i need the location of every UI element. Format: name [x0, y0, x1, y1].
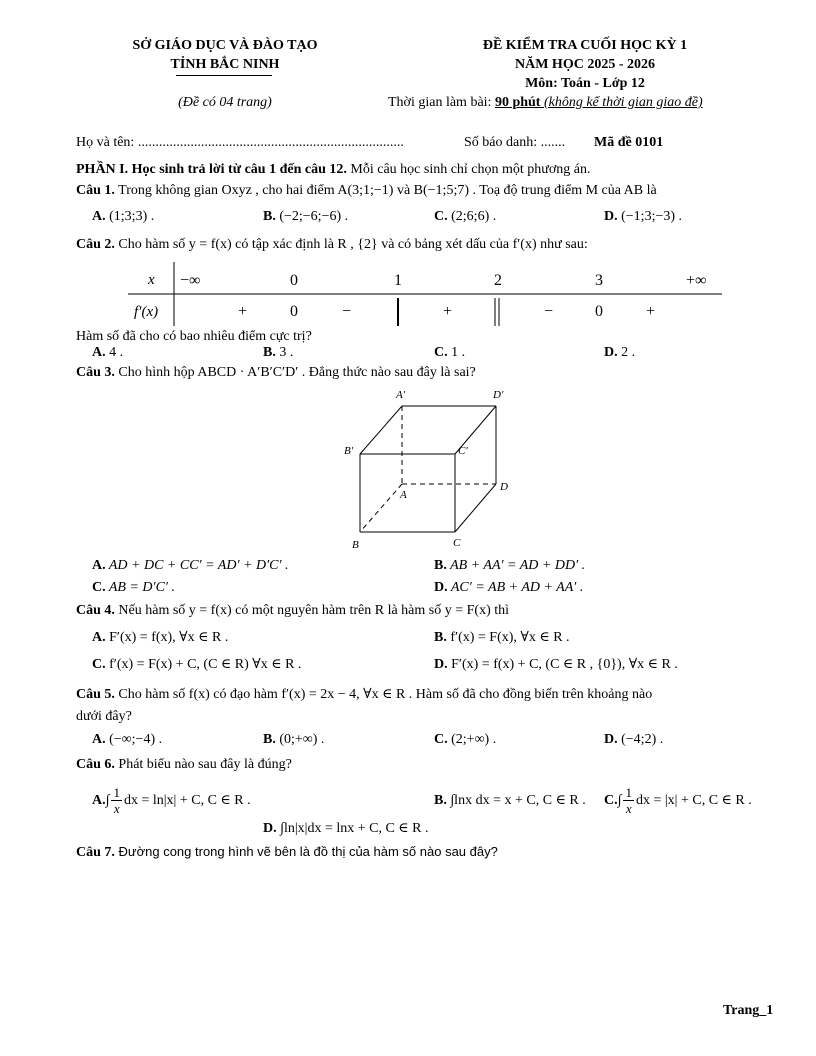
q6-text: Phát biểu nào sau đây là đúng? — [114, 757, 292, 772]
x-val-3: 3 — [595, 272, 603, 289]
q2-option-b[interactable]: B. 3 . — [263, 345, 294, 360]
q6-a-fraction: 1 x — [113, 785, 120, 816]
label-c1: C′ — [458, 445, 468, 457]
q6-option-c[interactable]: C. ∫ 1 x dx = |x| + C, C ∈ R . — [604, 785, 752, 816]
q5-option-a[interactable]: A. (−∞;−4) . — [92, 732, 163, 747]
q1-option-a[interactable]: A. (1;3;3) . — [92, 209, 155, 224]
part1-heading — [76, 162, 591, 178]
q7-stem — [76, 844, 498, 861]
q4-stem — [76, 603, 509, 619]
time-prefix: Thời gian làm bài: — [388, 95, 495, 110]
label-a1: A′ — [396, 389, 406, 401]
sign-zero-1: 0 — [290, 303, 298, 320]
parallelepiped-figure — [330, 384, 530, 554]
sign-2: − — [342, 303, 352, 320]
school-year: NĂM HỌC 2025 - 2026 — [515, 57, 655, 72]
sign-zero-2: 0 — [595, 303, 603, 320]
x-val-pos-inf: +∞ — [686, 272, 707, 289]
q5-option-b[interactable]: B. (0;+∞) . — [263, 732, 325, 747]
part1-title: PHẦN I. Học sinh trả lời từ câu 1 đến câu 12. — [76, 162, 347, 177]
header-divider — [176, 75, 272, 76]
subject: Môn: Toán - Lớp 12 — [525, 76, 645, 91]
edge-c-d — [455, 484, 496, 532]
q5-stem — [76, 686, 652, 703]
time-line — [388, 95, 703, 111]
q6-stem — [76, 757, 292, 773]
page-number: Trang_1 — [723, 1003, 774, 1018]
q5-stem-line2: dưới đây? — [76, 709, 132, 724]
fprime-label: f′(x) — [134, 304, 159, 320]
x-val-neg-inf: −∞ — [180, 272, 201, 289]
q4-option-c[interactable]: C. f′(x) = F(x) + C, (C ∈ R) ∀x ∈ R . — [92, 657, 302, 672]
q1-option-c[interactable]: C. (2;6;6) . — [434, 209, 497, 224]
q4-option-a[interactable]: A. F′(x) = f(x), ∀x ∈ R . — [92, 630, 229, 645]
q4-number: Câu 4. — [76, 603, 115, 618]
sign-4: − — [544, 303, 554, 320]
q4-option-d[interactable]: D. F′(x) = f(x) + C, (C ∈ R , {0}), ∀x ∈ R . — [434, 657, 678, 672]
label-c: C — [453, 537, 461, 549]
dept-line2: TỈNH BẮC NINH — [170, 57, 280, 72]
sign-3: + — [443, 303, 453, 320]
q2-option-d[interactable]: D. 2 . — [604, 345, 636, 360]
q7-text: Đường cong trong hình vẽ bên là đồ thị của hàm số nào sau đây? — [114, 844, 498, 859]
q5-text: Cho hàm số f(x) có đạo hàm f′(x) = 2x − 4, ∀x ∈ R . Hàm số đã cho đồng biến trên khoảng nào — [114, 687, 653, 702]
sign-5: + — [646, 303, 656, 320]
q1-number: Câu 1. — [76, 183, 115, 198]
dept-line1: SỞ GIÁO DỤC VÀ ĐÀO TẠO — [132, 38, 318, 53]
q1-stem — [76, 183, 657, 199]
exam-code: Mã đề 0101 — [594, 135, 664, 150]
q6-option-d[interactable]: D. ∫ln|x|dx = lnx + C, C ∈ R . — [263, 821, 429, 836]
label-a: A — [400, 489, 407, 501]
time-suffix: (không kể thời gian giao đề) — [540, 95, 703, 110]
q3-number: Câu 3. — [76, 365, 115, 380]
q6-option-a[interactable]: A. ∫ 1 x dx = ln|x| + C, C ∈ R . — [92, 785, 251, 816]
q2-option-c[interactable]: C. 1 . — [434, 345, 466, 360]
q5-option-d[interactable]: D. (−4;2) . — [604, 732, 664, 747]
q5-number: Câu 5. — [76, 687, 115, 702]
label-d: D — [500, 481, 508, 493]
edge-a-b — [360, 484, 402, 532]
q1-option-d[interactable]: D. (−1;3;−3) . — [604, 209, 683, 224]
x-val-2: 2 — [494, 272, 502, 289]
q2-text: Cho hàm số y = f(x) có tập xác định là R , {2} và có bảng xét dấu của f′(x) như sau: — [114, 237, 588, 252]
q4-text: Nếu hàm số y = f(x) có một nguyên hàm trên R là hàm số y = F(x) thì — [114, 603, 510, 618]
name-field: Họ và tên: ............................................................................ — [76, 135, 404, 150]
q7-number: Câu 7. — [76, 845, 115, 860]
q1-option-b[interactable]: B. (−2;−6;−6) . — [263, 209, 349, 224]
q3-option-d[interactable]: D. AC′ = AB + AD + AA′ . — [434, 580, 584, 595]
label-b: B — [352, 539, 359, 551]
id-field: Số báo danh: ....... — [464, 135, 566, 150]
x-val-0: 0 — [290, 272, 298, 289]
sign-table — [128, 262, 724, 326]
sign-1: + — [238, 303, 248, 320]
q3-text: Cho hình hộp ABCD · A′B′C′D′ . Đẳng thức nào sau đây là sai? — [114, 365, 476, 380]
q5-option-c[interactable]: C. (2;+∞) . — [434, 732, 497, 747]
q3-stem — [76, 365, 476, 381]
edge-b1-a1 — [360, 406, 402, 454]
part1-note: Mỗi câu học sinh chỉ chọn một phương án. — [346, 162, 591, 177]
label-d1: D′ — [493, 389, 504, 401]
q6-number: Câu 6. — [76, 757, 115, 772]
q4-option-b[interactable]: B. f′(x) = F(x), ∀x ∈ R . — [434, 630, 570, 645]
q2-option-a[interactable]: A. 4 . — [92, 345, 124, 360]
label-b1: B′ — [344, 445, 354, 457]
q6-option-b[interactable]: B. ∫lnx dx = x + C, C ∈ R . — [434, 793, 586, 808]
q3-option-a[interactable]: A. AD + DC + CC′ = AD′ + D′C′ . — [92, 558, 289, 573]
q1-text: Trong không gian Oxyz , cho hai điểm A(3;1;−1) và B(−1;5;7) . Toạ độ trung điểm M của AB là — [114, 183, 657, 198]
q3-option-b[interactable]: B. AB + AA′ = AD + DD′ . — [434, 558, 586, 573]
exam-title: ĐỀ KIỂM TRA CUỐI HỌC KỲ 1 — [482, 38, 688, 53]
time-value: 90 phút — [494, 95, 541, 110]
q2-stem — [76, 237, 588, 253]
x-val-1: 1 — [394, 272, 402, 289]
page-note: (Đề có 04 trang) — [178, 95, 272, 110]
q2-number: Câu 2. — [76, 237, 115, 252]
x-label: x — [148, 272, 155, 288]
q2-question: Hàm số đã cho có bao nhiêu điểm cực trị? — [76, 329, 312, 344]
q6-c-fraction: 1 x — [625, 785, 632, 816]
q3-option-c[interactable]: C. AB = D′C′ . — [92, 580, 175, 595]
